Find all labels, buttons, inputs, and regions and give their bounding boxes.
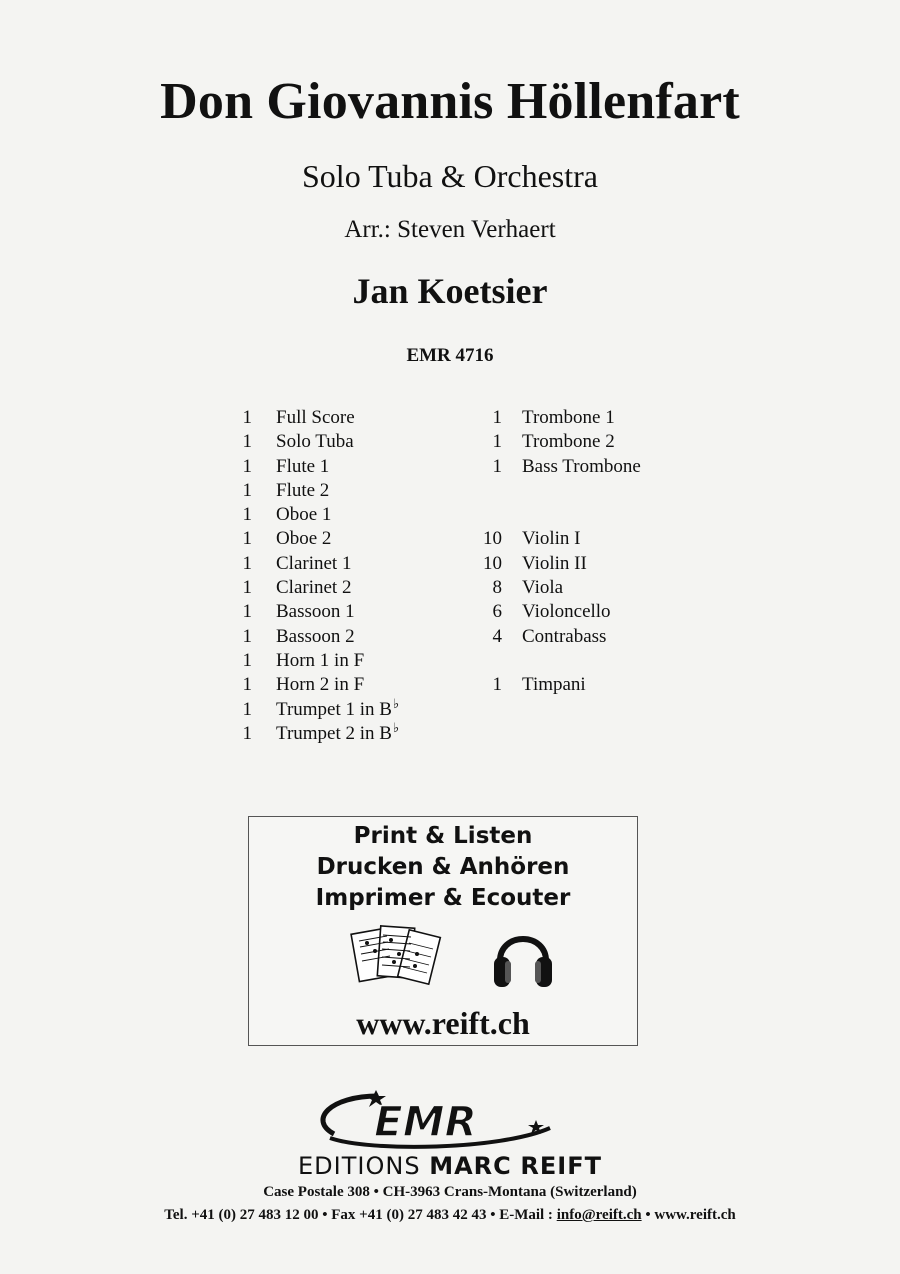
work-title: Don Giovannis Höllenfart	[160, 73, 740, 130]
work-subtitle: Solo Tuba & Orchestra	[302, 158, 598, 194]
part-row	[478, 527, 641, 551]
part-name: Oboe 1	[276, 504, 332, 526]
part-row	[238, 576, 399, 600]
publisher-address: Case Postale 308 • CH-3963 Crans-Montana (Switzerland)	[263, 1184, 637, 1200]
part-name: Trumpet 2 in B	[276, 722, 392, 744]
part-row	[478, 503, 641, 527]
emr-logo-text: EMR	[374, 1097, 477, 1146]
part-quantity: 1	[242, 504, 252, 526]
part-name: Bass Trombone	[522, 455, 641, 477]
part-row	[478, 455, 641, 479]
part-quantity: 8	[492, 577, 502, 599]
part-quantity: 1	[242, 431, 252, 453]
part-row	[478, 406, 641, 430]
composer-name: Jan Koetsier	[352, 271, 548, 311]
brand-word-marc: MARC	[429, 1152, 512, 1180]
contact-website: • www.reift.ch	[641, 1207, 736, 1223]
parts-list-right	[478, 406, 641, 698]
part-row	[238, 527, 399, 551]
part-name: Violoncello	[522, 601, 611, 623]
part-name: Clarinet 1	[276, 552, 352, 574]
part-quantity: 1	[242, 601, 252, 623]
part-name: Violin II	[522, 552, 587, 574]
part-row	[478, 552, 641, 576]
part-name: Timpani	[522, 674, 586, 696]
headphones-icon	[492, 921, 554, 991]
contact-phone-fax: Tel. +41 (0) 27 483 12 00 • Fax +41 (0) 27 483 42 43 • E-Mail :	[164, 1207, 557, 1223]
part-name: Violin I	[522, 528, 581, 550]
part-quantity: 1	[242, 722, 252, 744]
promo-line-english: Print & Listen	[353, 823, 533, 849]
part-name: Horn 2 in F	[276, 674, 365, 696]
part-row	[478, 576, 641, 600]
contact-email-link[interactable]: info@reift.ch	[556, 1207, 642, 1223]
part-name: Solo Tuba	[276, 431, 354, 453]
part-row	[238, 479, 399, 503]
part-row	[238, 625, 399, 649]
part-quantity: 1	[492, 674, 502, 696]
part-row	[238, 503, 399, 527]
part-quantity: 1	[242, 552, 252, 574]
part-name: Clarinet 2	[276, 577, 352, 599]
part-name: Flute 1	[276, 455, 330, 477]
promo-line-german: Drucken & Anhören	[316, 854, 570, 880]
part-quantity: 1	[242, 455, 252, 477]
brand-word-editions: EDITIONS	[298, 1152, 430, 1180]
part-quantity: 1	[242, 528, 252, 550]
arranger-credit: Arr.: Steven Verhaert	[344, 216, 556, 243]
part-row	[238, 719, 400, 746]
part-quantity: 10	[483, 528, 502, 550]
part-row	[478, 673, 641, 697]
part-quantity: 1	[492, 431, 502, 453]
part-row	[238, 406, 399, 430]
part-quantity: 1	[242, 698, 252, 720]
part-row	[238, 600, 399, 624]
part-quantity: 10	[483, 552, 502, 574]
part-row	[478, 625, 641, 649]
catalog-number: EMR 4716	[406, 345, 494, 366]
part-name: Trombone 2	[522, 431, 615, 453]
part-row	[478, 649, 641, 673]
part-quantity: 6	[492, 601, 502, 623]
promo-website[interactable]: www.reift.ch	[356, 1005, 530, 1041]
part-row	[238, 695, 400, 722]
part-name: Bassoon 1	[276, 601, 355, 623]
part-quantity: 1	[242, 479, 252, 501]
part-name: Horn 1 in F	[276, 649, 365, 671]
part-row	[238, 673, 399, 697]
part-row	[478, 600, 641, 624]
part-quantity: 4	[492, 625, 502, 647]
publisher-contact	[0, 1207, 900, 1224]
part-name: Viola	[522, 577, 564, 599]
part-name: Flute 2	[276, 479, 330, 501]
promo-line-french: Imprimer & Ecouter	[315, 885, 571, 911]
part-name: Contrabass	[522, 625, 607, 647]
part-quantity: 1	[492, 407, 502, 428]
flat-accidental: ♭	[392, 695, 400, 711]
print-listen-box	[248, 816, 638, 1046]
part-row	[478, 479, 641, 503]
part-row	[478, 430, 641, 454]
brand-word-reift: REIFT	[520, 1152, 602, 1180]
part-name: Bassoon 2	[276, 625, 355, 647]
emr-logo	[300, 1090, 570, 1150]
parts-list-left	[238, 406, 399, 746]
part-row	[238, 649, 399, 673]
part-name: Oboe 2	[276, 528, 332, 550]
publisher-brand	[0, 1152, 900, 1180]
part-quantity: 1	[242, 674, 252, 696]
part-quantity: 1	[242, 625, 252, 647]
flat-accidental: ♭	[392, 719, 400, 735]
part-row	[238, 430, 399, 454]
part-quantity: 1	[242, 407, 252, 428]
part-name: Trumpet 1 in B	[276, 698, 392, 720]
part-quantity: 1	[242, 649, 252, 671]
part-row	[238, 455, 399, 479]
part-name: Full Score	[276, 407, 355, 428]
part-quantity: 1	[492, 455, 502, 477]
sheet-music-icon	[349, 921, 445, 993]
part-row	[238, 552, 399, 576]
part-quantity: 1	[242, 577, 252, 599]
part-name: Trombone 1	[522, 407, 615, 428]
